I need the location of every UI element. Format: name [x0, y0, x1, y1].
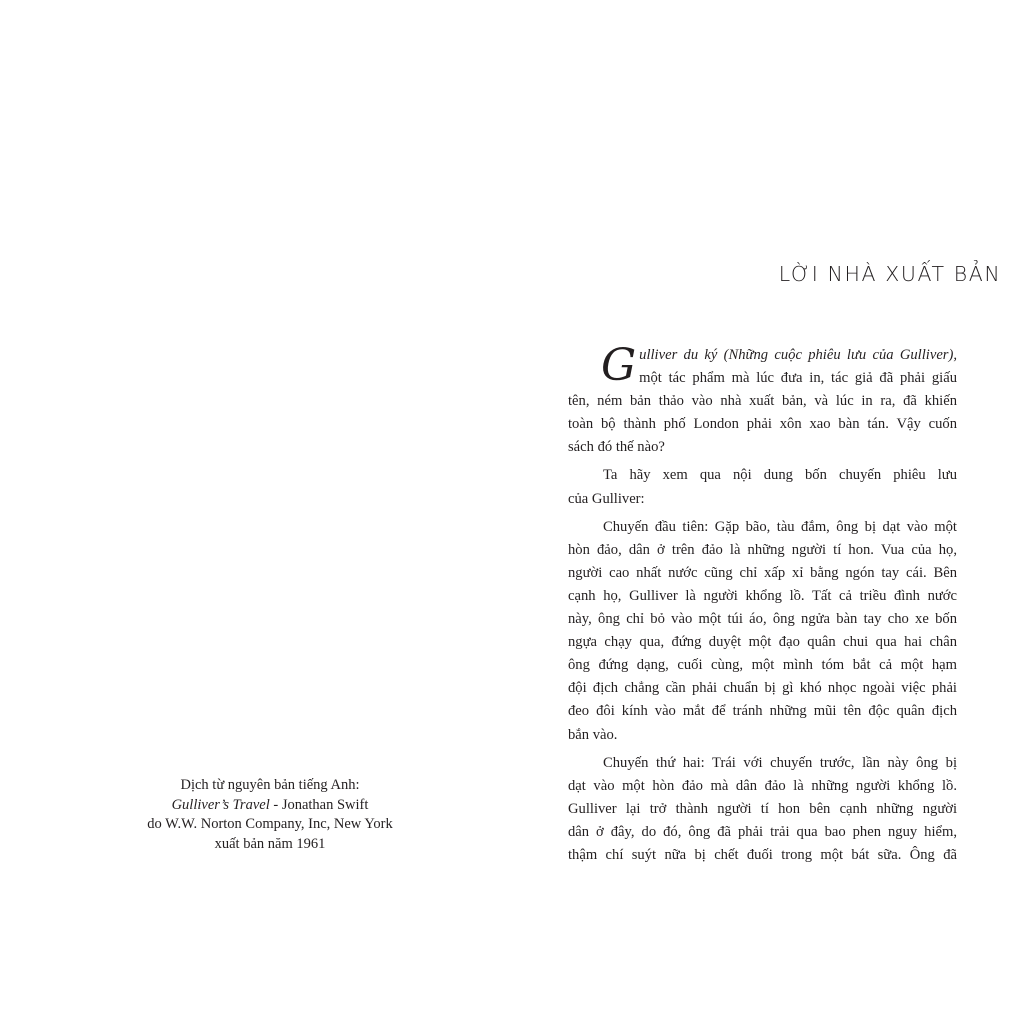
p4-line-3: Gulliver lại trở thành người tí hon bên cạnh những người — [568, 800, 957, 817]
credits-line-3: do W.W. Norton Company, Inc, New York — [147, 816, 393, 832]
p3-line-8: đội địch chẳng cần phải chuẩn bị gì khó nhọc ngoài việc phải — [568, 680, 957, 697]
p3-line-5: này, ông chỉ bỏ vào một túi áo, ông ngửa bàn tay cho xe bốn — [568, 611, 957, 628]
p2-line-1: Ta hãy xem qua nội dung bốn chuyến phiêu lưu — [603, 467, 957, 484]
p3-line-9: đeo đôi kính vào mắt để tránh những mũi tên độc quân địch — [568, 703, 957, 720]
intro-line-1: một tác phẩm mà lúc đưa in, tác giả đã phải giấu — [639, 370, 957, 387]
right-page — [512, 0, 1024, 1024]
p4-line-5: thậm chí suýt nữa bị chết đuối trong một bát sữa. Ông đã — [568, 846, 957, 863]
paragraph-2 — [568, 464, 957, 510]
preface-body — [568, 340, 957, 872]
credits-line-1: Dịch từ nguyên bản tiếng Anh: — [180, 777, 360, 793]
paragraph-4 — [568, 752, 957, 867]
p3-line-3: người cao nhất nước cũng chỉ xấp xỉ bằng ngón tay cái. Bên — [568, 564, 957, 581]
page-title: LỜI NHÀ XUẤT BẢN — [778, 262, 1002, 286]
author: - Jonathan Swift — [269, 796, 369, 813]
drop-cap: G — [601, 340, 637, 391]
paragraph-intro — [568, 340, 957, 459]
p3-line-1: Chuyến đầu tiên: Gặp bão, tàu đắm, ông bị dạt vào một — [603, 518, 957, 535]
intro-line-3: toàn bộ thành phố London phải xôn xao bàn tán. Vậy cuốn — [568, 416, 957, 433]
credits-line-2 — [120, 796, 420, 816]
paragraph-3 — [568, 516, 957, 747]
p3-line-10: bắn vào. — [568, 726, 618, 743]
original-title: Gulliver’s Travel — [171, 796, 270, 813]
credits-line-4: xuất bản năm 1961 — [214, 835, 326, 852]
translation-credits — [120, 776, 420, 854]
p3-line-7: ông đứng dạng, cuối cùng, một mình tóm bắt cả một hạm — [568, 657, 957, 674]
p4-line-1: Chuyến thứ hai: Trái với chuyến trước, lần này ông bị — [603, 754, 957, 771]
intro-line-0: ulliver du ký (Những cuộc phiêu lưu của Gulliver), — [639, 347, 957, 363]
p3-line-4: cạnh họ, Gulliver là người khổng lồ. Tất cả triều đình nước — [568, 587, 957, 604]
p3-line-2: hòn đảo, dân ở trên đảo là những người tí hon. Vua của họ, — [568, 541, 957, 558]
p4-line-4: dân ở đây, do đó, ông đã phải trải qua bao phen nguy hiểm, — [568, 823, 957, 840]
p2-line-2: của Gulliver: — [568, 490, 645, 507]
intro-line-4: sách đó thế nào? — [568, 439, 665, 456]
p3-line-6: ngựa chạy qua, đứng duyệt một đạo quân chui qua hai chân — [568, 634, 957, 651]
p4-line-2: dạt vào một hòn đảo mà dân đảo là những người khổng lồ. — [568, 777, 957, 794]
intro-line-2: tên, ném bản thảo vào nhà xuất bản, và lúc in ra, đã khiến — [568, 393, 957, 410]
